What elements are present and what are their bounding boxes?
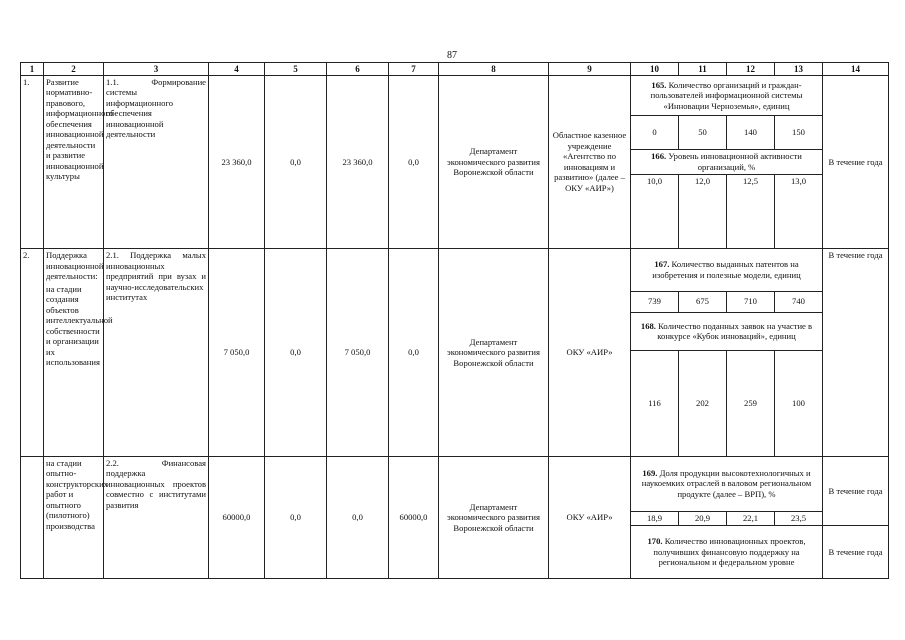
task-name: Развитие нормативно-правового, информационного обеспечения инновационной деятельности и развитие инновационной культуры (44, 75, 104, 249)
task-name (44, 249, 113, 456)
row-number: 1. (21, 75, 44, 249)
funding-regional: 0,0 (327, 456, 389, 578)
indicator-value: 150 (775, 115, 823, 149)
task-name-main: Поддержка инновационной деятельности: (46, 250, 104, 282)
indicator-number: 165. (651, 79, 667, 90)
col-header: 3 (104, 63, 209, 76)
row-number: 2. (21, 249, 44, 456)
indicator-number: 167. (654, 259, 670, 270)
col-header: 2 (44, 63, 104, 76)
indicator-value: 710 (727, 291, 775, 312)
indicator-value: 0 (631, 115, 679, 149)
term: В течение года (823, 525, 889, 578)
funding-federal: 0,0 (265, 75, 327, 249)
indicator-165 (631, 75, 823, 115)
term: В течение года (823, 456, 889, 525)
col-header: 8 (439, 63, 549, 76)
indicator-text: Количество выданных патентов на изобретения и полезные модели, единиц (652, 259, 801, 280)
funding-federal: 0,0 (265, 249, 327, 456)
responsible-body: Департамент экономического развития Воронежской области (439, 75, 549, 249)
responsible-body: Департамент экономического развития Воронежской области (439, 249, 549, 456)
indicator-value: 22,1 (727, 511, 775, 525)
indicator-text: Количество поданных заявок на участие в конкурсе «Кубок инноваций», единиц (657, 320, 813, 342)
row-number (21, 456, 44, 578)
col-header: 5 (265, 63, 327, 76)
indicator-number: 168. (640, 320, 656, 331)
responsible-body: Департамент экономического развития Воронежской области (439, 456, 549, 578)
funding-federal: 0,0 (265, 456, 327, 578)
funding-regional: 7 050,0 (327, 249, 389, 456)
page-number: 87 (447, 50, 457, 61)
funding-regional: 23 360,0 (327, 75, 389, 249)
indicator-value: 259 (727, 350, 775, 456)
indicator-value: 23,5 (775, 511, 823, 525)
indicator-value: 13,0 (775, 175, 823, 249)
col-header: 6 (327, 63, 389, 76)
indicator-value: 140 (727, 115, 775, 149)
col-header: 7 (389, 63, 439, 76)
indicator-value: 20,9 (679, 511, 727, 525)
table-row (21, 75, 889, 115)
col-header: 9 (549, 63, 631, 76)
indicator-value: 18,9 (631, 511, 679, 525)
activity-name: 2.1. Поддержка малых инновационных предприятий при вузах и научно-исследовательских институтах (104, 249, 209, 456)
indicator-value: 12,0 (679, 175, 727, 249)
executor: Областное казенное учреждение «Агентство по инновациям и развитию» (далее – ОКУ «АИР») (549, 75, 631, 249)
funding-total: 60000,0 (209, 456, 265, 578)
indicator-text: Количество организаций и граждан-пользователей информационной системы «Инновации Черноземья», единиц (650, 79, 803, 111)
col-header: 11 (679, 63, 727, 76)
term: В течение года (823, 75, 889, 249)
executor: ОКУ «АИР» (549, 456, 631, 578)
indicator-169 (631, 456, 823, 511)
col-header: 10 (631, 63, 679, 76)
indicator-value: 50 (679, 115, 727, 149)
program-table (20, 62, 889, 579)
indicator-text: Уровень инновационной активности организаций, % (668, 151, 802, 172)
indicator-166 (631, 149, 823, 174)
indicator-value: 202 (679, 350, 727, 456)
indicator-number: 169. (642, 467, 658, 478)
indicator-text: Доля продукции высокотехнологичных и наукоемких отраслей в валовом региональном продукте (далее – ВРП), % (641, 467, 812, 499)
indicator-number: 166. (651, 151, 667, 162)
indicator-value: 116 (631, 350, 679, 456)
funding-total: 23 360,0 (209, 75, 265, 249)
indicator-value: 740 (775, 291, 823, 312)
indicator-167 (631, 249, 823, 291)
funding-other: 0,0 (389, 75, 439, 249)
activity-name: 1.1. Формирование системы информационного обеспечения инновационной деятельности (104, 75, 209, 249)
indicator-number: 170. (647, 536, 663, 547)
col-header: 14 (823, 63, 889, 76)
col-header: 12 (727, 63, 775, 76)
executor: ОКУ «АИР» (549, 249, 631, 456)
indicator-text: Количество инновационных проектов, получивших финансовую поддержку на региональном и федеральном уровне (653, 536, 806, 568)
table-row (21, 249, 889, 291)
funding-total: 7 050,0 (209, 249, 265, 456)
col-header: 4 (209, 63, 265, 76)
term: В течение года (823, 249, 889, 456)
table-row (21, 456, 889, 511)
indicator-value: 100 (775, 350, 823, 456)
indicator-value: 675 (679, 291, 727, 312)
col-header: 1 (21, 63, 44, 76)
funding-other: 0,0 (389, 249, 439, 456)
indicator-168 (631, 312, 823, 350)
col-header: 13 (775, 63, 823, 76)
indicator-value: 739 (631, 291, 679, 312)
activity-name: 2.2. Финансовая поддержка инновационных проектов совместно с институтами развития (104, 456, 209, 578)
indicator-value: 10,0 (631, 175, 679, 249)
header-row (21, 63, 889, 76)
funding-other: 60000,0 (389, 456, 439, 578)
indicator-170 (631, 525, 823, 578)
indicator-value: 12,5 (727, 175, 775, 249)
task-name-stage: на стадии создания объектов интеллектуальной собственности и организации их использования (46, 283, 113, 368)
task-name-stage: на стадии опытно-конструкторских работ и опытного (пилотного) производства (44, 456, 104, 578)
